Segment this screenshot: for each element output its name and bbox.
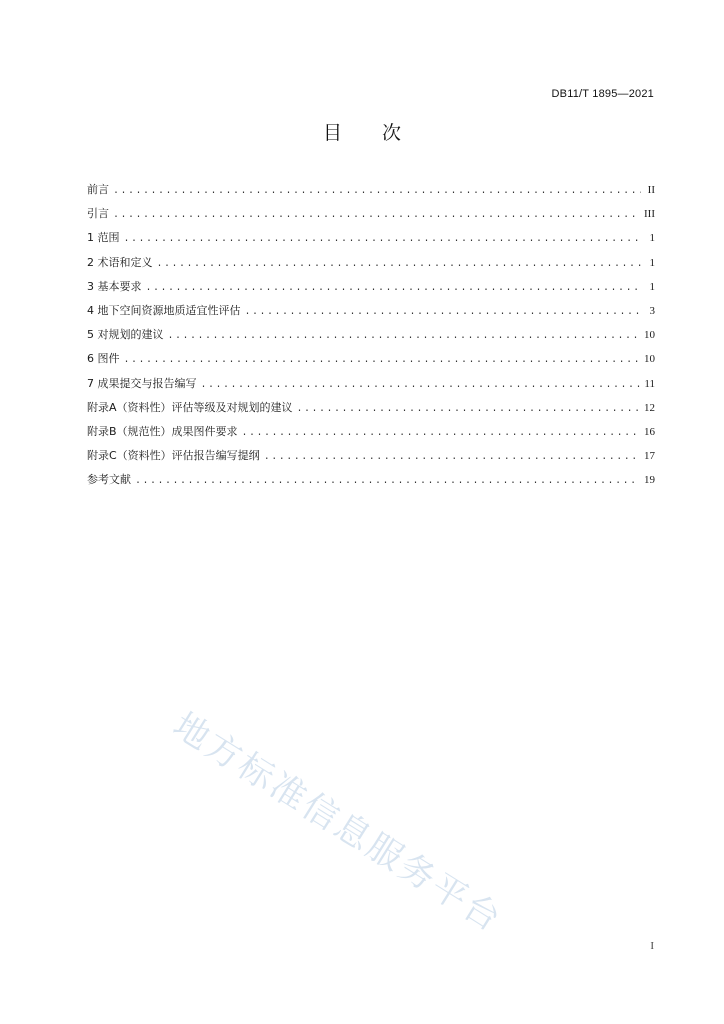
toc-entry-drawings[interactable] — [87, 350, 655, 374]
toc-dot-leader — [124, 355, 641, 366]
page-title — [0, 118, 724, 145]
toc-entry-title: 2 术语和定义 — [87, 255, 153, 269]
toc-dot-leader — [146, 283, 642, 294]
toc-page-number: 1 — [649, 232, 655, 245]
toc-entry-title: 4 地下空间资源地质适宜性评估 — [87, 303, 241, 317]
toc-dot-leader — [124, 234, 642, 245]
toc-entry-appendix-b[interactable] — [87, 423, 655, 447]
toc-dot-leader — [297, 404, 640, 415]
toc-page-number: 1 — [649, 256, 655, 269]
toc-entry-basic-requirements[interactable] — [87, 278, 655, 302]
toc-entry-appendix-c[interactable] — [87, 447, 655, 471]
toc-entry-title: 3 基本要求 — [87, 279, 142, 293]
toc-page-number: 1 — [649, 280, 655, 293]
toc-entry-title: 附录B（规范性）成果图件要求 — [87, 424, 238, 438]
toc-entry-terms[interactable] — [87, 254, 655, 278]
toc-page-number: 12 — [644, 401, 655, 414]
toc-dot-leader — [113, 210, 640, 221]
toc-entry-title: 1 范围 — [87, 231, 120, 245]
toc-entry-title: 前言 — [87, 183, 109, 196]
toc-dot-leader — [245, 307, 642, 318]
toc-entry-title: 引言 — [87, 207, 109, 221]
toc-page-number: 19 — [644, 474, 655, 487]
toc-entry-appendix-a[interactable] — [87, 399, 655, 423]
toc-entry-title: 附录C（资料性）评估报告编写提纲 — [87, 449, 260, 463]
toc-entry-title: 5 对规划的建议 — [87, 328, 164, 342]
toc-entry-title: 参考文献 — [87, 473, 131, 487]
toc-entry-introduction[interactable] — [87, 205, 655, 229]
toc-dot-leader — [201, 380, 641, 391]
toc-entry-title: 附录A（资料性）评估等级及对规划的建议 — [87, 400, 293, 414]
toc-entry-title: 6 图件 — [87, 352, 120, 366]
page-number: I — [650, 940, 654, 952]
toc-page-number: 10 — [644, 329, 655, 342]
toc-page-number: III — [644, 208, 655, 221]
title-char-2: 次 — [382, 122, 402, 144]
toc-entry-foreword[interactable] — [87, 181, 655, 205]
toc-page-number: 11 — [644, 377, 655, 390]
toc-dot-leader — [113, 186, 641, 197]
toc-dot-leader — [264, 452, 640, 463]
toc-dot-leader — [135, 476, 640, 487]
toc-dot-leader — [242, 428, 640, 439]
title-char-1: 目 — [322, 122, 342, 144]
toc-entry-scope[interactable] — [87, 229, 655, 253]
toc-page-number: 16 — [644, 425, 655, 438]
toc-page-number: 3 — [649, 304, 655, 317]
toc-dot-leader — [157, 259, 642, 270]
toc-entry-title: 7 成果提交与报告编写 — [87, 376, 197, 390]
toc-page-number: II — [647, 184, 655, 196]
toc-page-number: 10 — [644, 353, 655, 366]
toc-entry-planning-suggestions[interactable] — [87, 326, 655, 350]
document-code: DB11/T 1895—2021 — [551, 88, 654, 100]
table-of-contents — [87, 181, 655, 495]
toc-page-number: 17 — [644, 450, 655, 463]
toc-entry-assessment[interactable] — [87, 302, 655, 326]
toc-dot-leader — [168, 331, 641, 342]
toc-entry-bibliography[interactable] — [87, 471, 655, 495]
toc-entry-deliverables[interactable] — [87, 375, 655, 399]
watermark: 地方标准信息服务平台 — [165, 705, 510, 941]
